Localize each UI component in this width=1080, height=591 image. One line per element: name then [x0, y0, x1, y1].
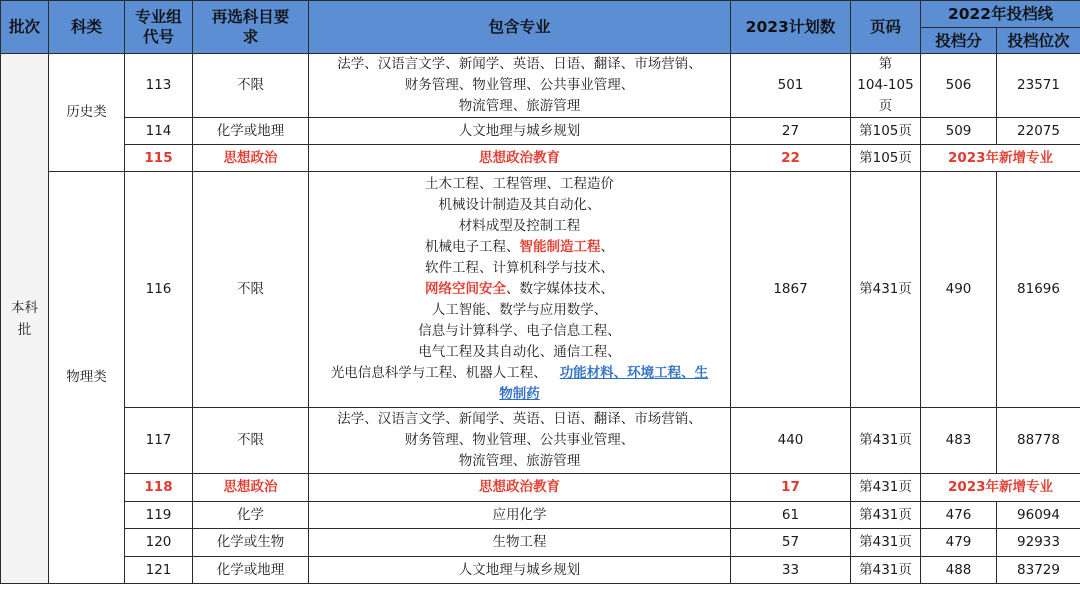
header-score: 投档分	[921, 28, 997, 54]
header-category: 科类	[49, 1, 125, 54]
majors-line: 物流管理、旅游管理	[458, 98, 581, 114]
page-ref: 第431页	[851, 172, 921, 408]
group-code: 115	[125, 145, 193, 172]
score: 490	[921, 172, 997, 408]
plan-count: 27	[731, 118, 851, 145]
table-row	[1, 408, 1080, 474]
batch-label-2: 批	[17, 321, 32, 338]
group-code: 113	[125, 54, 193, 118]
reselect-req: 化学或生物	[193, 529, 309, 557]
group-code: 117	[125, 408, 193, 474]
majors-line	[311, 279, 728, 300]
rank: 88778	[997, 408, 1080, 474]
header-group-code: 专业组代号	[125, 1, 193, 54]
new-major-note: 2023年新增专业	[921, 145, 1080, 172]
page-line: 104-105	[857, 77, 914, 93]
reselect-req: 化学或地理	[193, 557, 309, 584]
batch-label-1: 本科	[11, 299, 38, 316]
majors-cell: 人文地理与城乡规划	[309, 118, 731, 145]
majors-line: 法学、汉语言文学、新闻学、英语、日语、翻译、市场营销、	[337, 411, 702, 427]
score: 488	[921, 557, 997, 584]
table-row	[1, 54, 1080, 118]
majors-line	[311, 384, 728, 405]
majors-line: 财务管理、物业管理、公共事业管理、	[404, 432, 635, 448]
score: 483	[921, 408, 997, 474]
plan-count: 1867	[731, 172, 851, 408]
linked-majors[interactable]: 功能材料、环境工程、生	[559, 365, 709, 381]
majors-cell: 思想政治教育	[309, 145, 731, 172]
header-page: 页码	[851, 1, 921, 54]
page-ref: 第431页	[851, 502, 921, 529]
rank: 81696	[997, 172, 1080, 408]
page-ref: 第431页	[851, 529, 921, 557]
majors-line: 人工智能、数学与应用数学、	[431, 302, 608, 318]
rank: 83729	[997, 557, 1080, 584]
reselect-req: 不限	[193, 408, 309, 474]
plan-count: 440	[731, 408, 851, 474]
group-code: 114	[125, 118, 193, 145]
majors-cell	[309, 54, 731, 118]
page-ref	[851, 54, 921, 118]
page-ref: 第431页	[851, 557, 921, 584]
header-2022-line: 2022年投档线	[921, 1, 1080, 28]
page-ref: 第105页	[851, 118, 921, 145]
table-row	[1, 172, 1080, 408]
reselect-req: 思想政治	[193, 474, 309, 502]
majors-cell: 思想政治教育	[309, 474, 731, 502]
header-reselect: 再选科目要求	[193, 1, 309, 54]
group-code: 118	[125, 474, 193, 502]
page-line: 页	[878, 98, 893, 114]
category-physics: 物理类	[49, 172, 125, 584]
majors-cell	[309, 408, 731, 474]
plan-count: 17	[731, 474, 851, 502]
majors-line: 信息与计算科学、电子信息工程、	[418, 323, 621, 339]
majors-line	[311, 363, 728, 384]
major-text: 机械电子工程、	[425, 239, 520, 255]
rank: 92933	[997, 529, 1080, 557]
majors-cell: 人文地理与城乡规划	[309, 557, 731, 584]
rank: 22075	[997, 118, 1080, 145]
table-row	[1, 145, 1080, 172]
reselect-req: 思想政治	[193, 145, 309, 172]
plan-count: 61	[731, 502, 851, 529]
header-majors: 包含专业	[309, 1, 731, 54]
group-code: 120	[125, 529, 193, 557]
table-row	[1, 502, 1080, 529]
score: 506	[921, 54, 997, 118]
header-rank: 投档位次	[997, 28, 1080, 54]
table-row	[1, 118, 1080, 145]
majors-line: 机械设计制造及其自动化、	[438, 197, 601, 213]
table-row	[1, 474, 1080, 502]
majors-cell: 生物工程	[309, 529, 731, 557]
plan-count: 501	[731, 54, 851, 118]
linked-majors[interactable]: 物制药	[499, 386, 540, 402]
group-code: 119	[125, 502, 193, 529]
page-ref: 第431页	[851, 474, 921, 502]
table-row	[1, 557, 1080, 584]
majors-line	[311, 237, 728, 258]
reselect-req: 化学或地理	[193, 118, 309, 145]
rank: 96094	[997, 502, 1080, 529]
new-major-note: 2023年新增专业	[921, 474, 1080, 502]
reselect-req: 不限	[193, 54, 309, 118]
majors-line: 软件工程、计算机科学与技术、	[425, 260, 614, 276]
table-row	[1, 529, 1080, 557]
group-code: 116	[125, 172, 193, 408]
majors-line: 电气工程及其自动化、通信工程、	[418, 344, 621, 360]
plan-count: 33	[731, 557, 851, 584]
plan-count: 57	[731, 529, 851, 557]
page-ref: 第105页	[851, 145, 921, 172]
majors-line: 财务管理、物业管理、公共事业管理、	[404, 77, 635, 93]
reselect-req: 不限	[193, 172, 309, 408]
majors-line: 法学、汉语言文学、新闻学、英语、日语、翻译、市场营销、	[337, 56, 702, 72]
score: 509	[921, 118, 997, 145]
major-text: 、数字媒体技术、	[506, 281, 614, 297]
category-history: 历史类	[49, 54, 125, 172]
majors-line: 物流管理、旅游管理	[458, 453, 581, 469]
major-text: 、	[600, 239, 614, 255]
rank: 23571	[997, 54, 1080, 118]
majors-line: 材料成型及控制工程	[458, 218, 581, 234]
score: 479	[921, 529, 997, 557]
header-batch: 批次	[1, 1, 49, 54]
majors-line: 土木工程、工程管理、工程造价	[425, 176, 614, 192]
group-code: 121	[125, 557, 193, 584]
batch-cell	[1, 54, 49, 584]
score: 476	[921, 502, 997, 529]
majors-cell	[309, 172, 731, 408]
page-ref: 第431页	[851, 408, 921, 474]
reselect-req: 化学	[193, 502, 309, 529]
plan-count: 22	[731, 145, 851, 172]
highlighted-major: 智能制造工程	[519, 239, 601, 255]
major-text: 光电信息科学与工程、机器人工程、	[330, 365, 547, 381]
page-line: 第	[878, 56, 893, 72]
highlighted-major: 网络空间安全	[425, 281, 506, 297]
majors-cell: 应用化学	[309, 502, 731, 529]
header-plan: 2023计划数	[731, 1, 851, 54]
